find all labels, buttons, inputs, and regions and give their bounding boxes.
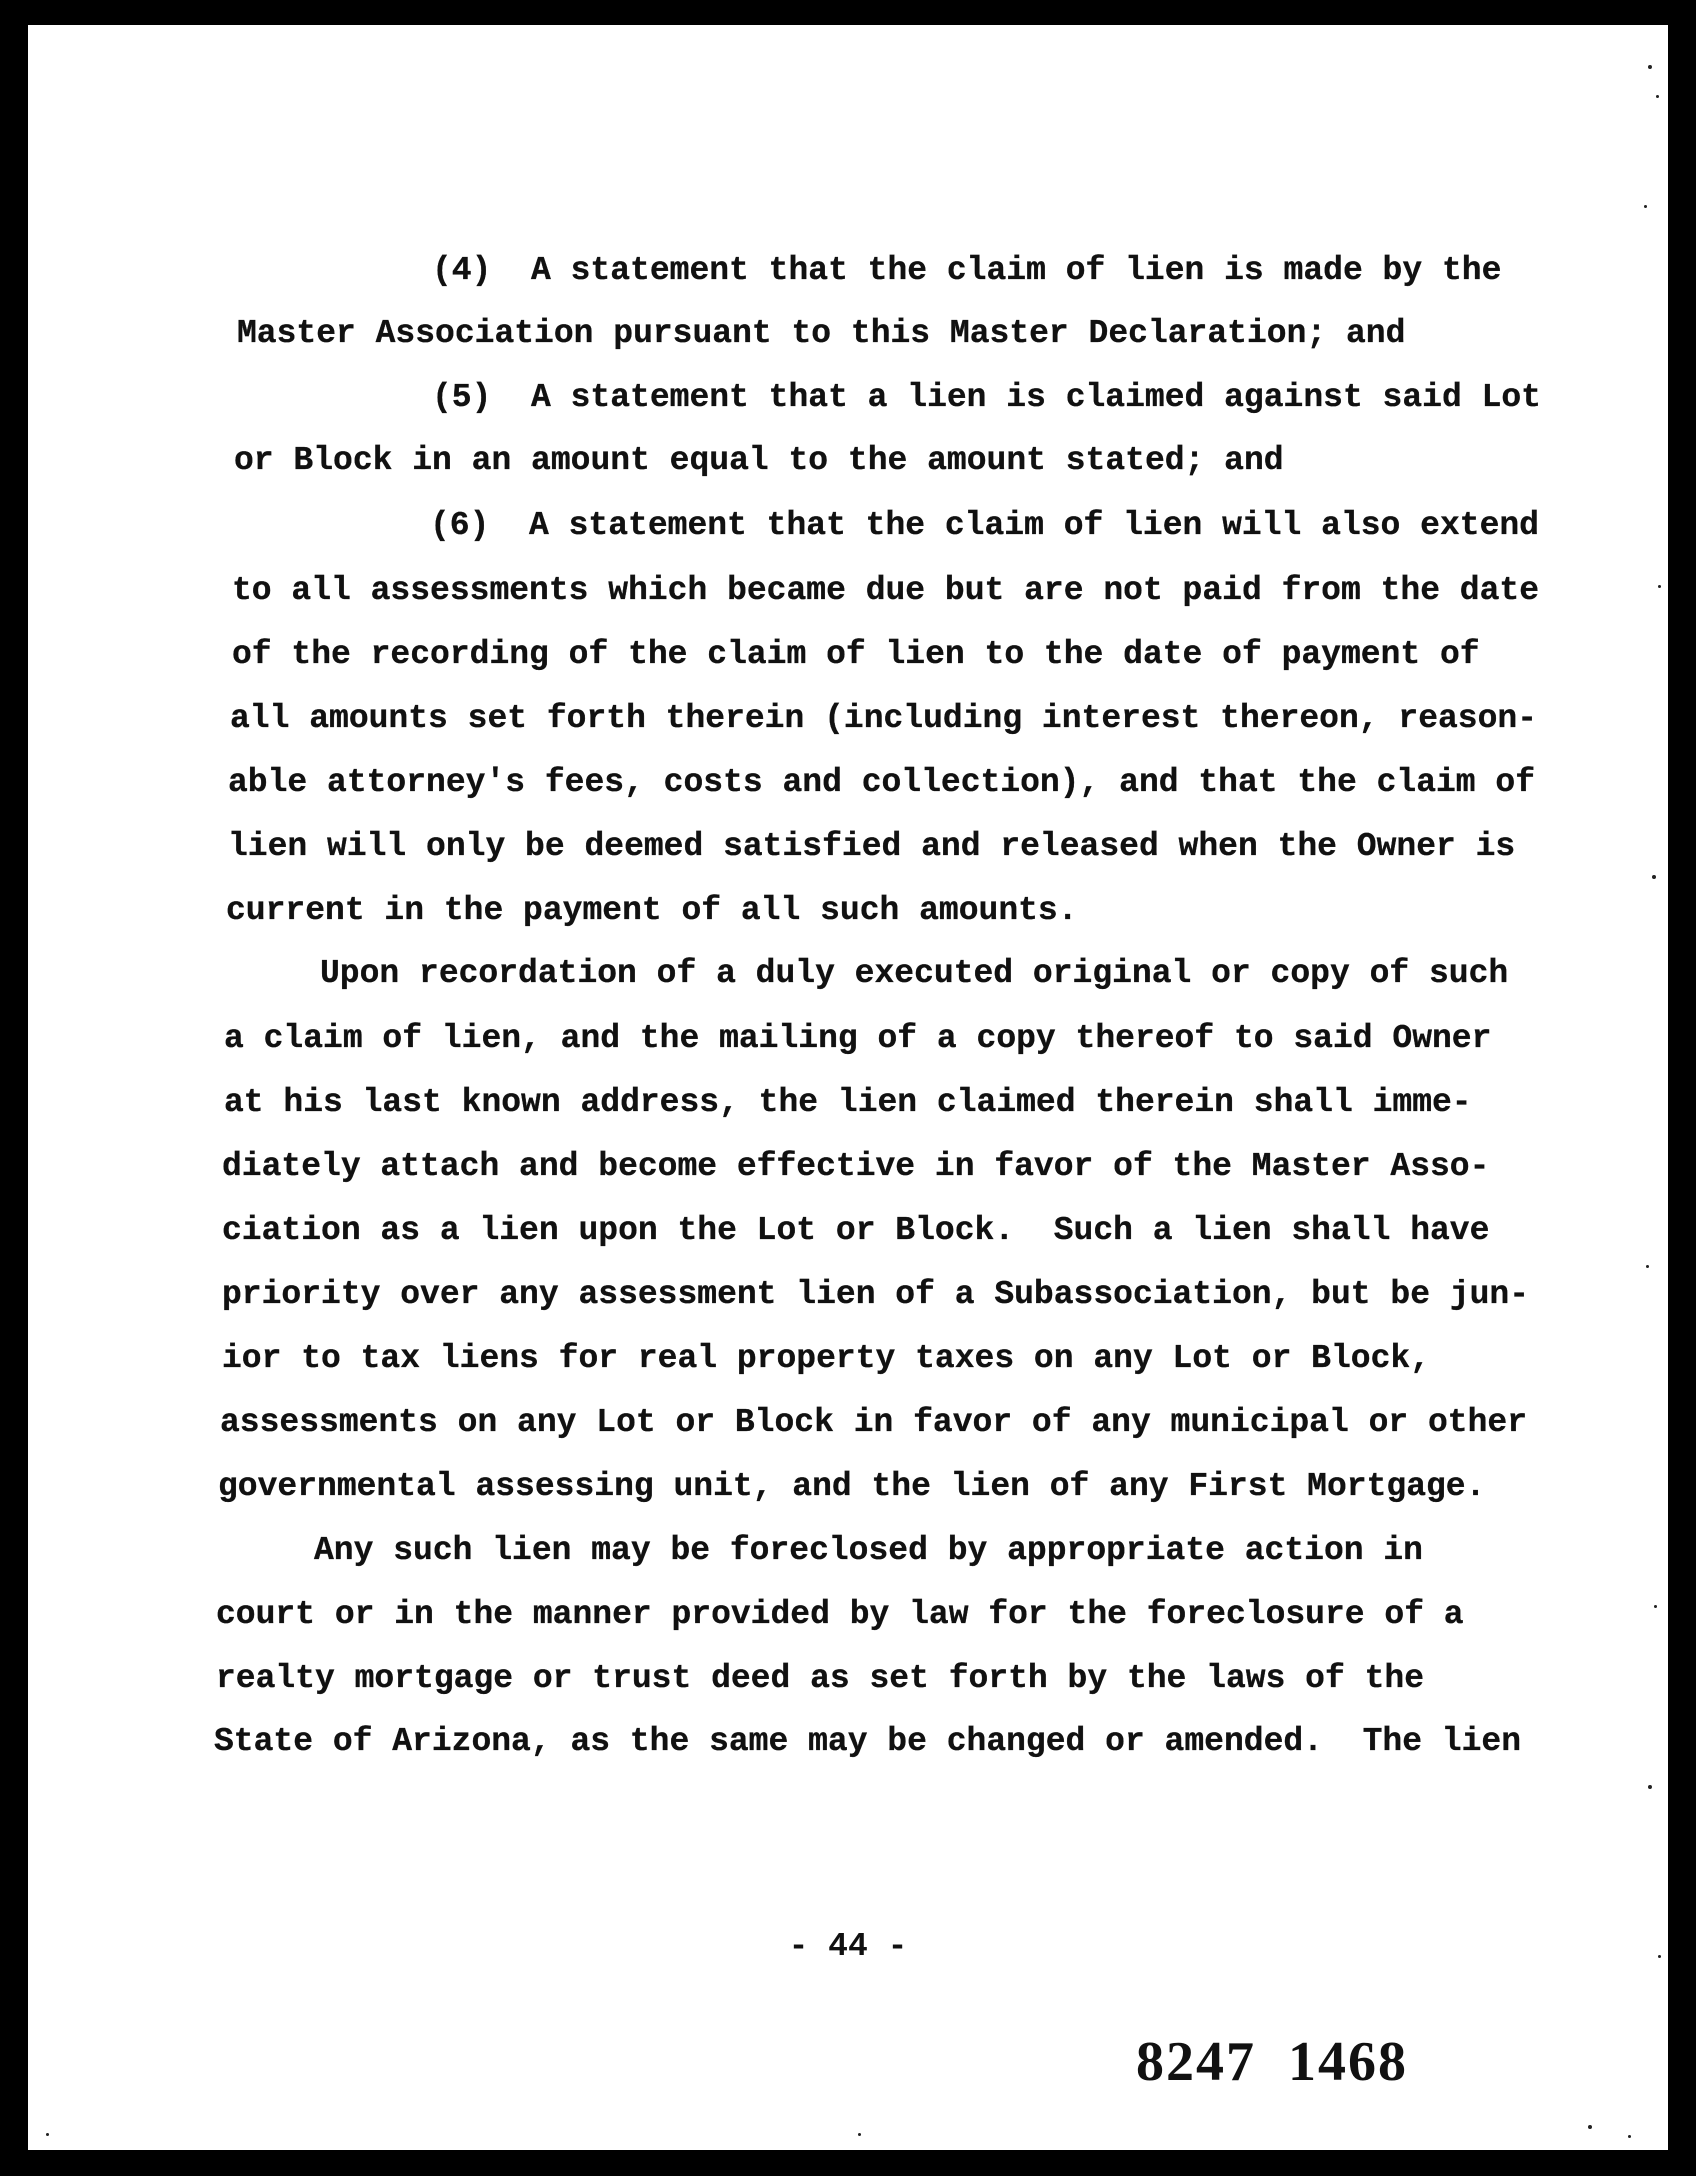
item-4-line-2: Master Association pursuant to this Master Declaration; and xyxy=(237,315,1406,352)
item-6-line-2: to all assessments which became due but are not paid from the date xyxy=(232,572,1540,609)
recordation-line-6: priority over any assessment lien of a Subassociation, but be jun- xyxy=(222,1276,1530,1313)
item-5-line-1: (5) A statement that a lien is claimed against said Lot xyxy=(432,379,1541,416)
recordation-line-3: at his last known address, the lien claimed therein shall imme- xyxy=(224,1084,1472,1121)
item-6-line-4: all amounts set forth therein (including interest thereon, reason- xyxy=(230,700,1538,737)
item-4-line-1: (4) A statement that the claim of lien is made by the xyxy=(432,252,1502,289)
foreclosure-line-4: State of Arizona, as the same may be changed or amended. The lien xyxy=(214,1723,1522,1760)
foreclosure-line-1: Any such lien may be foreclosed by appropriate action in xyxy=(314,1532,1423,1569)
recordation-line-4: diately attach and become effective in favor of the Master Asso- xyxy=(222,1148,1490,1185)
recordation-line-7: ior to tax liens for real property taxes on any Lot or Block, xyxy=(222,1340,1430,1377)
item-6-line-3: of the recording of the claim of lien to the date of payment of xyxy=(232,636,1480,673)
recordation-line-8: assessments on any Lot or Block in favor of any municipal or other xyxy=(220,1404,1528,1441)
recordation-line-9: governmental assessing unit, and the lien of any First Mortgage. xyxy=(218,1468,1486,1505)
recordation-line-1: Upon recordation of a duly executed original or copy of such xyxy=(320,955,1509,992)
recordation-line-5: ciation as a lien upon the Lot or Block. Such a lien shall have xyxy=(222,1212,1490,1249)
recordation-line-2: a claim of lien, and the mailing of a copy thereof to said Owner xyxy=(224,1020,1492,1057)
item-6-line-6: lien will only be deemed satisfied and released when the Owner is xyxy=(228,828,1516,865)
page-number: - 44 - xyxy=(788,1928,908,1965)
item-6-line-1: (6) A statement that the claim of lien will also extend xyxy=(430,507,1539,544)
foreclosure-line-2: court or in the manner provided by law for the foreclosure of a xyxy=(216,1596,1464,1633)
item-6-line-7: current in the payment of all such amounts. xyxy=(226,892,1078,929)
item-6-line-5: able attorney's fees, costs and collection), and that the claim of xyxy=(228,764,1536,801)
item-5-line-2: or Block in an amount equal to the amount stated; and xyxy=(234,442,1284,479)
recording-stamp: 8247 1468 xyxy=(1136,2031,1408,2093)
foreclosure-line-3: realty mortgage or trust deed as set forth by the laws of the xyxy=(216,1660,1424,1697)
document-page xyxy=(28,25,1668,2150)
